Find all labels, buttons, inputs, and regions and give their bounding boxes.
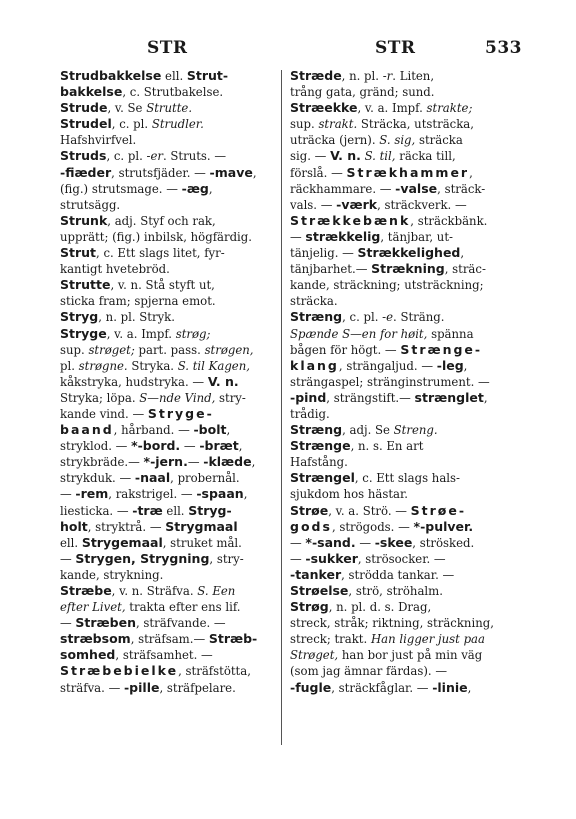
headword: -æg (181, 180, 209, 196)
text-run: , (208, 181, 213, 196)
text-line (290, 84, 530, 100)
headword: Stræb- (208, 631, 258, 647)
headword: holt (60, 518, 88, 534)
text-run: streck, stråk; riktning, sträckning, (290, 616, 494, 631)
headword: -mave (209, 164, 253, 180)
text-run: kåkstryka, hudstryka. — (60, 374, 208, 389)
italic-text: strakt. (318, 117, 358, 132)
text-run: , n. pl. d. s. Drag, (328, 600, 432, 615)
text-run: strängaspel; stränginstrument. — (290, 374, 490, 389)
text-line (290, 100, 530, 116)
text-run: sticka fram; spjerna emot. (60, 294, 216, 309)
headword: Stræng (290, 422, 343, 438)
text-run: , struket mål. (162, 535, 242, 550)
text-run: , c. pl. (111, 117, 152, 132)
headword: -værk (336, 196, 378, 212)
text-run: . Sträng. (393, 310, 445, 325)
italic-text: Spænde S—en for høit, (290, 326, 428, 341)
italic-text: S. sig, (379, 133, 416, 148)
text-run: , (460, 246, 465, 261)
text-line (60, 358, 296, 374)
text-run: bågen för högt. — (290, 342, 401, 357)
text-line (290, 631, 530, 647)
text-run: sträfva. — (60, 680, 124, 695)
text-line (290, 470, 530, 486)
text-run: , v. a. Impf. (357, 101, 427, 116)
text-run: Stryka; löpa. (60, 390, 140, 405)
text-run: , adj. Se (342, 423, 394, 438)
text-run: , v. a. Impf. (106, 326, 176, 341)
text-line (60, 486, 296, 502)
text-line (290, 390, 530, 406)
italic-text: strakte; (426, 101, 473, 116)
text-line (60, 181, 296, 197)
text-line (60, 567, 296, 583)
text-line (290, 680, 530, 696)
italic-text: S. Een (197, 584, 236, 598)
headword: Strøe- (410, 502, 467, 518)
headword: -træ (132, 502, 163, 518)
text-run: tänjelig. — (290, 246, 358, 261)
text-line (60, 599, 296, 615)
text-line (290, 132, 530, 148)
headword: -fiæder (60, 164, 112, 180)
text-run: ell. (161, 69, 187, 83)
page-number: 533 (485, 38, 522, 58)
headword: stræbsom (60, 631, 131, 647)
text-run: , v. a. Strö. — (328, 503, 411, 518)
text-run: kande, strykning. (60, 567, 164, 582)
headword: -pille (123, 679, 160, 695)
headword: -tanker (290, 566, 342, 582)
headword: Strunk (60, 212, 108, 228)
text-line (60, 293, 296, 309)
text-line (60, 197, 296, 213)
text-run: , rakstrigel. — (108, 487, 197, 502)
text-run: , v. n. Stå styft ut, (110, 278, 215, 293)
text-run: spänna (427, 326, 474, 341)
text-run: , stryktrå. — (87, 519, 166, 534)
headword: Strude (60, 100, 108, 116)
headword: strækkelig (305, 228, 381, 244)
text-run: trådig. (290, 406, 330, 421)
text-run: , sträckfåglar. — (331, 680, 433, 695)
text-line (60, 261, 296, 277)
text-run: , v. Se (107, 101, 147, 116)
running-head-right: STR (375, 38, 416, 58)
text-run: , strösked. (412, 535, 475, 550)
text-line (60, 245, 296, 261)
italic-text: Strudler. (151, 117, 204, 132)
headword: bakkelse (60, 84, 123, 100)
text-run: , (467, 680, 472, 695)
text-run: uträcka (jern). (290, 133, 380, 148)
text-line (290, 213, 530, 229)
text-run: sup. (290, 117, 319, 132)
text-line (60, 277, 296, 293)
text-line (60, 342, 296, 358)
text-line (60, 406, 296, 422)
text-line (60, 100, 296, 116)
headword: Stræekke (290, 100, 358, 116)
italic-text: strøgen, (204, 342, 254, 357)
text-line (60, 422, 296, 438)
text-run: , sträfstötta, (178, 664, 251, 679)
text-line (60, 326, 296, 342)
text-run: , sträc- (444, 262, 486, 277)
text-line (60, 116, 296, 132)
text-run: , (463, 358, 468, 373)
text-line (60, 390, 296, 406)
italic-text: strøg; (175, 326, 211, 341)
page-header (0, 38, 576, 62)
headword: Strænge (290, 438, 351, 454)
text-line (60, 615, 296, 631)
text-line (290, 277, 530, 293)
italic-text: Han ligger just paa (370, 632, 485, 647)
text-line (290, 309, 530, 325)
running-head-left: STR (147, 38, 188, 58)
text-run: Sträcka, utsträcka, (357, 117, 474, 132)
text-line (290, 615, 530, 631)
text-run: kantigt hvetebröd. (60, 262, 170, 277)
text-run: , sträckverk. — (377, 197, 467, 212)
text-run: liesticka. — (60, 503, 133, 518)
text-line (60, 503, 296, 519)
text-run: , probernål. (170, 471, 240, 486)
text-run: pl. (60, 358, 79, 373)
italic-text: e (386, 310, 394, 325)
headword: Strængel (290, 470, 355, 486)
headword: strænglet (414, 389, 484, 405)
headword: -klæde (203, 454, 252, 470)
text-run: , sträck- (437, 181, 486, 196)
text-run: , (226, 423, 231, 438)
headword: Stræde (290, 68, 342, 83)
headword: Strækkelighed (357, 245, 461, 261)
italic-text: er (150, 149, 163, 164)
text-line (290, 358, 530, 374)
text-line (290, 599, 530, 615)
text-line (290, 519, 530, 535)
text-run: — (290, 229, 306, 244)
text-run: — (290, 551, 306, 566)
text-run: Hafshvirfvel. (60, 133, 137, 148)
headword: Strækhammer (346, 164, 470, 180)
text-run: streck; trakt. (290, 632, 371, 647)
text-run: , tänjbar, ut- (380, 229, 453, 244)
headword: -rem (75, 486, 109, 502)
headword: Stræbebielke (60, 663, 179, 679)
text-run: sup. (60, 342, 89, 357)
text-line (290, 293, 530, 309)
text-run: förslå. — (290, 165, 347, 180)
headword: *-jern. (143, 454, 188, 470)
headword: V. n. (207, 373, 239, 389)
text-line (60, 663, 296, 679)
italic-text: strøget; (88, 342, 135, 357)
right-column (290, 68, 530, 696)
text-line (60, 438, 296, 454)
text-run: (som jag ämnar färdas). — (290, 664, 448, 679)
text-line (60, 132, 296, 148)
text-line (60, 165, 296, 181)
text-line (290, 165, 530, 181)
text-line (290, 148, 530, 164)
headword: Stryg- (188, 502, 232, 518)
text-line (60, 631, 296, 647)
text-run: , n. pl. - (341, 69, 387, 83)
text-line (60, 68, 296, 84)
text-run: , strö, ströhalm. (348, 584, 443, 598)
italic-text: efter Livet, (60, 600, 126, 615)
text-run: , v. n. Sträfva. (111, 584, 198, 598)
headword: -valse (395, 180, 438, 196)
text-run: , adj. Styf och rak, (107, 213, 216, 228)
text-line (60, 148, 296, 164)
text-run: Stryka. (127, 358, 178, 373)
text-run: , c. pl. - (106, 149, 151, 164)
italic-text: Strøget, (290, 648, 339, 663)
text-run: ell. (60, 535, 82, 550)
text-line (290, 663, 530, 679)
text-line (60, 454, 296, 470)
text-run: tänjbarhet.— (290, 262, 372, 277)
text-line (60, 583, 296, 599)
headword: -naal (134, 470, 171, 486)
headword: Strudel (60, 116, 112, 132)
text-line (60, 551, 296, 567)
text-run: upprätt; (fig.) inbilsk, högfärdig. (60, 229, 252, 244)
text-run: , sträckbänk. (410, 213, 488, 228)
text-line (290, 68, 530, 84)
text-run: ell. (162, 503, 189, 518)
headword: Stræng (290, 309, 343, 325)
text-run: trång gata, gränd; sund. (290, 85, 435, 100)
text-run: , (483, 390, 488, 405)
text-line (60, 647, 296, 663)
text-run: . Liten, (392, 69, 435, 83)
text-run: — (187, 455, 204, 470)
text-run: — (60, 487, 76, 502)
text-run: sig. — (290, 149, 331, 164)
text-line (290, 261, 530, 277)
text-run: räckhammare. — (290, 181, 396, 196)
headword: -sukker (305, 550, 358, 566)
headword: -skee (374, 534, 413, 550)
text-line (290, 567, 530, 583)
text-line (290, 647, 530, 663)
text-line (60, 213, 296, 229)
text-line (60, 84, 296, 100)
left-column (60, 68, 296, 696)
headword: Strutte (60, 277, 111, 293)
headword: Strøelse (290, 583, 349, 598)
text-run: sträcka (415, 133, 463, 148)
text-line (60, 680, 296, 696)
text-run: stryklod. — (60, 439, 132, 454)
text-run: , strösocker. — (357, 551, 446, 566)
text-line (60, 470, 296, 486)
text-run: part. pass. (134, 342, 205, 357)
text-run: Hafstång. (290, 455, 348, 470)
text-run: , (251, 455, 256, 470)
text-line (290, 374, 530, 390)
italic-text: S. til, (364, 149, 396, 164)
text-run: , (469, 165, 473, 180)
text-run: . Struts. — (162, 149, 227, 164)
text-run: kande vind. — (60, 406, 148, 421)
italic-text: r (386, 69, 393, 83)
italic-text: strøgne. (78, 358, 128, 373)
headword: klang (290, 357, 339, 373)
text-run: , sträfpelare. (159, 680, 236, 695)
text-line (290, 181, 530, 197)
headword: -leg (436, 357, 464, 373)
headword: Strækkebænk (290, 212, 411, 228)
text-run: , (252, 165, 257, 180)
text-run: , stry- (209, 551, 244, 566)
text-run: , n. s. En art (350, 439, 424, 454)
headword: Struds (60, 148, 107, 164)
headword: -linie (432, 679, 468, 695)
text-line (60, 535, 296, 551)
text-line (290, 342, 530, 358)
text-line (290, 503, 530, 519)
text-run: , (243, 487, 248, 502)
headword: Stryge (60, 325, 107, 341)
text-run: , hårband. — (113, 423, 194, 438)
headword: somhed (60, 647, 116, 663)
text-run: vals. — (290, 197, 337, 212)
text-run: , strögods. — (331, 519, 414, 534)
headword: Strygen, Strygning (75, 550, 210, 566)
italic-text: S—nde Vind, (139, 390, 216, 405)
text-run: , strödda tankar. — (341, 567, 455, 582)
text-line (290, 406, 530, 422)
text-line (290, 438, 530, 454)
headword: Stræben (75, 615, 136, 631)
text-run: — (60, 551, 76, 566)
text-run: strykbräde.— (60, 455, 144, 470)
text-run: — (355, 535, 375, 550)
text-run: , strängaljud. — (338, 358, 437, 373)
text-run: , sträfsamhet. — (115, 648, 213, 663)
text-line (290, 116, 530, 132)
text-line (60, 309, 296, 325)
headword: -pind (290, 389, 327, 405)
headword: -fugle (290, 679, 332, 695)
text-line (60, 519, 296, 535)
italic-text: Strutte. (146, 101, 193, 116)
text-run: strykduk. — (60, 471, 135, 486)
text-run: , (238, 439, 243, 454)
text-run: , c. Strutbakelse. (122, 85, 224, 100)
text-run: sträcka. (290, 294, 338, 309)
text-line (290, 454, 530, 470)
text-run: trakta efter ens lif. (125, 600, 241, 615)
text-run: kande, sträckning; utsträckning; (290, 278, 484, 293)
text-line (290, 422, 530, 438)
headword: Strygmaal (165, 518, 238, 534)
headword: Strækning (371, 261, 445, 277)
text-line (290, 197, 530, 213)
text-run: , c. Ett slags hals- (354, 471, 460, 486)
text-run: , n. pl. Stryk. (98, 310, 175, 325)
headword: Strygemaal (81, 534, 163, 550)
text-run: , c. Ett slags litet, fyr- (96, 246, 225, 261)
headword: Strut- (186, 68, 229, 83)
headword: Strut (60, 245, 97, 261)
headword: -bræt (199, 438, 239, 454)
headword: *-bord. (131, 438, 181, 454)
text-line (290, 551, 530, 567)
text-run: , strängstift.— (326, 390, 415, 405)
text-line (60, 229, 296, 245)
text-run: (fig.) strutsmage. — (60, 181, 182, 196)
headword: Stryge- (147, 405, 214, 421)
headword: -bolt (193, 422, 227, 438)
text-run: , strutsfjäder. — (111, 165, 210, 180)
text-run: — (290, 535, 306, 550)
text-line (290, 486, 530, 502)
text-run: — (180, 439, 200, 454)
headword: Strøe (290, 502, 329, 518)
text-run: , c. pl. - (342, 310, 387, 325)
text-line (290, 245, 530, 261)
text-run: räcka till, (395, 149, 456, 164)
headword: gods (290, 518, 332, 534)
italic-text: Streng. (393, 423, 438, 438)
text-line (60, 374, 296, 390)
headword: V. n. (330, 148, 361, 164)
column-divider (281, 70, 282, 745)
text-run: stry- (215, 390, 246, 405)
headword: *-sand. (305, 534, 356, 550)
headword: Strænge- (400, 341, 483, 357)
text-run: sjukdom hos hästar. (290, 487, 408, 502)
headword: Stryg (60, 309, 99, 325)
text-line (290, 326, 530, 342)
headword: Strudbakkelse (60, 68, 162, 83)
text-run: strutsägg. (60, 197, 121, 212)
text-run: , sträfsam.— (130, 632, 209, 647)
headword: Stræbe (60, 583, 112, 598)
italic-text: S. til Kagen, (177, 358, 250, 373)
headword: baand (60, 422, 114, 438)
text-run: , sträfvande. — (135, 616, 226, 631)
text-line (290, 229, 530, 245)
text-line (290, 583, 530, 599)
headword: *-pulver. (413, 518, 474, 534)
text-line (290, 535, 530, 551)
headword: -spaan (196, 486, 244, 502)
text-run: — (60, 616, 76, 631)
text-run: han bor just på min väg (338, 648, 483, 663)
headword: Strøg (290, 599, 329, 615)
